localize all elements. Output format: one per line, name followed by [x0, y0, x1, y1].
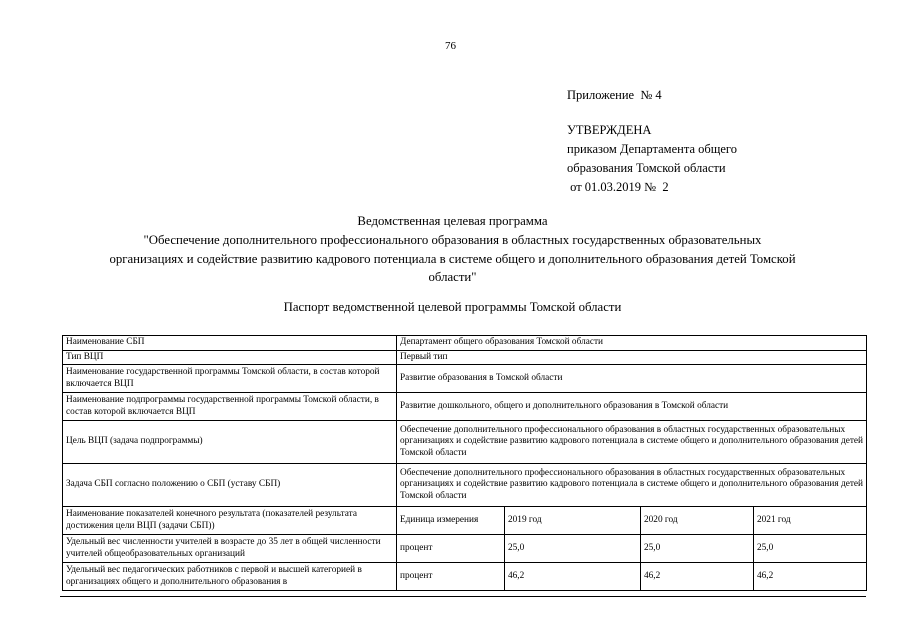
table-row — [63, 464, 867, 507]
approval-order-line: приказом Департамента общего — [567, 142, 737, 156]
passport-title: Паспорт ведомственной целевой программы Томской области — [283, 300, 622, 314]
row-value: Обеспечение дополнительного профессионального образования в областных государственных образовательных организациях и содействие развитию кадрового потенциала в системе общего и дополнительного образования детей Томской области — [397, 421, 867, 464]
year-2021-header: 2021 год — [754, 507, 867, 535]
indicator-unit: процент — [397, 563, 505, 591]
row-label: Наименование подпрограммы государственной программы Томской области, в состав которой включается ВЦП — [63, 393, 397, 421]
program-type-heading: Ведомственная целевая программа — [357, 214, 548, 228]
indicator-label: Удельный вес педагогических работников с первой и высшей категорией в организациях общего и дополнительного образования в — [63, 563, 397, 591]
row-label: Наименование государственной программы Томской области, в состав которой включается ВЦП — [63, 365, 397, 393]
year-2019-header: 2019 год — [505, 507, 641, 535]
appendix-label: Приложение № 4 — [567, 88, 662, 102]
indicator-label: Удельный вес численности учителей в возрасте до 35 лет в общей численности учителей общеобразовательных организаций — [63, 535, 397, 563]
indicator-2020: 25,0 — [641, 535, 754, 563]
year-2020-header: 2020 год — [641, 507, 754, 535]
approval-region-line: образования Томской области — [567, 161, 726, 175]
page-number: 76 — [445, 40, 456, 52]
program-name-line-2: организациях и содействие развитию кадрового потенциала в системе общего и дополнительного образования детей Томской — [109, 252, 796, 266]
row-value: Департамент общего образования Томской области — [397, 336, 867, 351]
passport-table — [62, 335, 867, 591]
page-divider — [60, 596, 866, 597]
table-row — [63, 393, 867, 421]
row-value: Развитие образования в Томской области — [397, 365, 867, 393]
table-row — [63, 350, 867, 365]
row-value: Развитие дошкольного, общего и дополнительного образования в Томской области — [397, 393, 867, 421]
program-name-line-1: "Обеспечение дополнительного профессионального образования в областных государственных образовательных — [143, 233, 762, 247]
program-name-line-3: области" — [428, 270, 477, 284]
indicator-2021: 25,0 — [754, 535, 867, 563]
row-label: Цель ВЦП (задача подпрограммы) — [63, 421, 397, 464]
indicator-unit: процент — [397, 535, 505, 563]
row-label: Тип ВЦП — [63, 350, 397, 365]
approval-date-line: от 01.03.2019 № 2 — [567, 180, 669, 194]
approval-title: УТВЕРЖДЕНА — [567, 123, 652, 137]
indicator-2019: 25,0 — [505, 535, 641, 563]
indicator-2019: 46,2 — [505, 563, 641, 591]
row-label: Задача СБП согласно положению о СБП (уставу СБП) — [63, 464, 397, 507]
indicators-header-label: Наименование показателей конечного результата (показателей результата достижения цели ВЦП (задачи СБП)) — [63, 507, 397, 535]
indicators-header-row — [63, 507, 867, 535]
table-row — [63, 421, 867, 464]
indicator-2021: 46,2 — [754, 563, 867, 591]
indicator-2020: 46,2 — [641, 563, 754, 591]
row-value: Первый тип — [397, 350, 867, 365]
indicator-row — [63, 535, 867, 563]
row-value: Обеспечение дополнительного профессионального образования в областных государственных образовательных организациях и содействие развитию кадрового потенциала в системе общего и дополнительного образования детей Томской области — [397, 464, 867, 507]
indicator-row — [63, 563, 867, 591]
row-label: Наименование СБП — [63, 336, 397, 351]
unit-header: Единица измерения — [397, 507, 505, 535]
table-row — [63, 365, 867, 393]
table-row — [63, 336, 867, 351]
